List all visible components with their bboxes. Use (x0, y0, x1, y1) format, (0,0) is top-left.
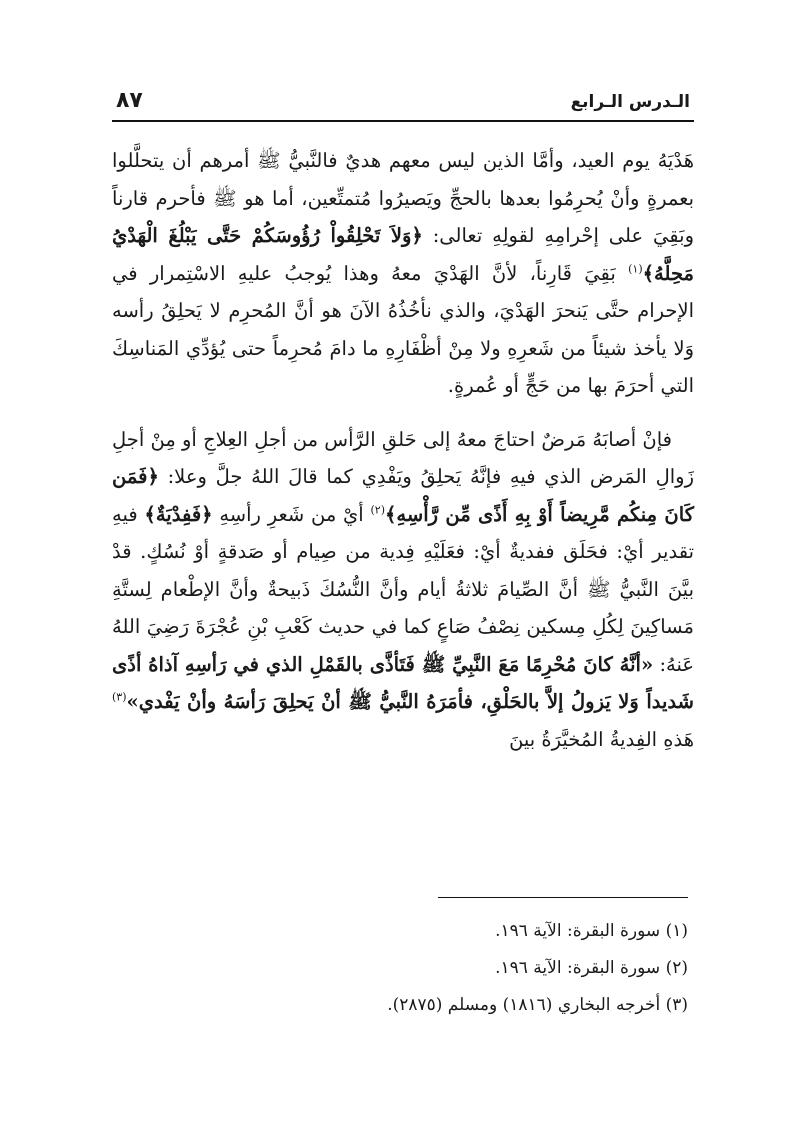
text-segment: هَذهِ الفِديةُ المُخيَّرَةُ بينَ (509, 727, 694, 751)
page-number: ٨٧ (116, 88, 143, 113)
text-segment: بَقِيَ قَارِناً، لأنَّ الهَدْيَ معهُ وهذا يُوجبُ عليهِ الاسْتِمرار في الإحرام حتَّى يَنحرَ الهَدْيَ، والذي نأخُذُهُ الآنَ هو أنَّ المُحرِم لا يَحلِقُ رأسه وَلا يأخذ شيئاً من شَعرِهِ ولا مِنْ أظْفَارِهِ ما دامَ مُحرِماً حتى يُؤدِّي المَناسِكَ التي أحرَمَ بها من حَجٍّ أو عُمرةٍ. (112, 261, 694, 397)
header-rule (112, 120, 694, 122)
footnote-ref[interactable]: (٢) (370, 503, 385, 516)
quran-verse: ﴿وَلاَ تَحْلِقُواْ رُؤُوسَكُمْ حَتَّى يَبْلُغَ الْهَدْيُ مَحِلَّهُ﴾ (112, 224, 694, 285)
footnote-2: (٢) سورة البقرة: الآية ١٩٦. (495, 958, 688, 978)
paragraph (112, 142, 694, 405)
footnote-ref[interactable]: (١) (628, 262, 643, 275)
text-segment: هَدْيَهُ يوم العيد، وأمَّا الذين ليس معهم هديٌ فالنَّبيُّ ﷺ أمرهم أن يتحلَّلوا بعمرةٍ وأنْ يُحرِمُوا بعدها بالحجِّ ويَصيرُوا مُتمتِّعين، أما هو ﷺ فأحرم قارناً وبَقِيَ على إحْرامِهِ لقولِهِ تعالى: (112, 149, 694, 247)
footnote-1: (١) سورة البقرة: الآية ١٩٦. (495, 921, 688, 941)
text-segment: فإنْ أصابَهُ مَرضٌ احتاجَ معهُ إلى حَلقِ الرَّأس من أجلِ العِلاجِ أو مِنْ أجلِ زَوالِ المَرض الذي فيهِ فإنَّهُ يَحلِقُ ويَفْدِي كما قالَ اللهُ جلَّ وعلا: (112, 427, 694, 488)
footnotes (112, 913, 688, 1024)
chapter-title: الـدرس الـرابع (570, 92, 690, 112)
footnote-ref[interactable]: (٣) (112, 690, 127, 704)
text-segment: أيْ من شَعرِ رأسِهِ (212, 502, 371, 526)
footnote-3: (٣) أخرجه البخاري (١٨١٦) ومسلم (٢٨٧٥). (387, 995, 688, 1015)
text-segment: فيهِ تقدير أيْ: فحَلَق ففديةٌ أيْ: فعَلَيْهِ فِدية من صِيام أو صَدقةٍ أوْ نُسُكٍ. قدْ بيَّنَ النَّبيُّ ﷺ أنَّ الصِّيامَ ثلاثةُ أيام وأنَّ النُّسُكَ ذَبيحةٌ وأنَّ الإطْعام لِستَّةِ مَساكِينَ لِكُلِ مِسكين نِصْفُ صَاعٍ كما في حديث كَعْبِ بْنِ عُجْرَةَ رَضِيَ اللهُ عَنهُ: (112, 502, 695, 676)
body-text (112, 142, 694, 758)
hadith-quote: «أنَّهُ كانَ مُحْرِمًا مَعَ النَّبِيِّ ﷺ فَتَأذَّى بالقَمْلِ الذي في رَأسِهِ آذاهُ أذًى شَديداً وَلا يَزولُ إلاَّ بالحَلْقِ، فأمَرَهُ النَّبيُّ ﷺ أنْ يَحلِقَ رَأسَهُ وأنْ يَفْدي» (112, 652, 694, 713)
quran-verse: ﴿فَمَن كَانَ مِنكُم مَّرِيضاً أَوْ بِهِ أَذًى مِّن رَّأْسِهِ﴾ (112, 465, 694, 526)
page-header (112, 88, 694, 122)
paragraph (112, 421, 694, 759)
quran-verse: ﴿فَفِدْيَةٌ﴾ (144, 502, 213, 526)
footnote-separator (438, 897, 688, 898)
